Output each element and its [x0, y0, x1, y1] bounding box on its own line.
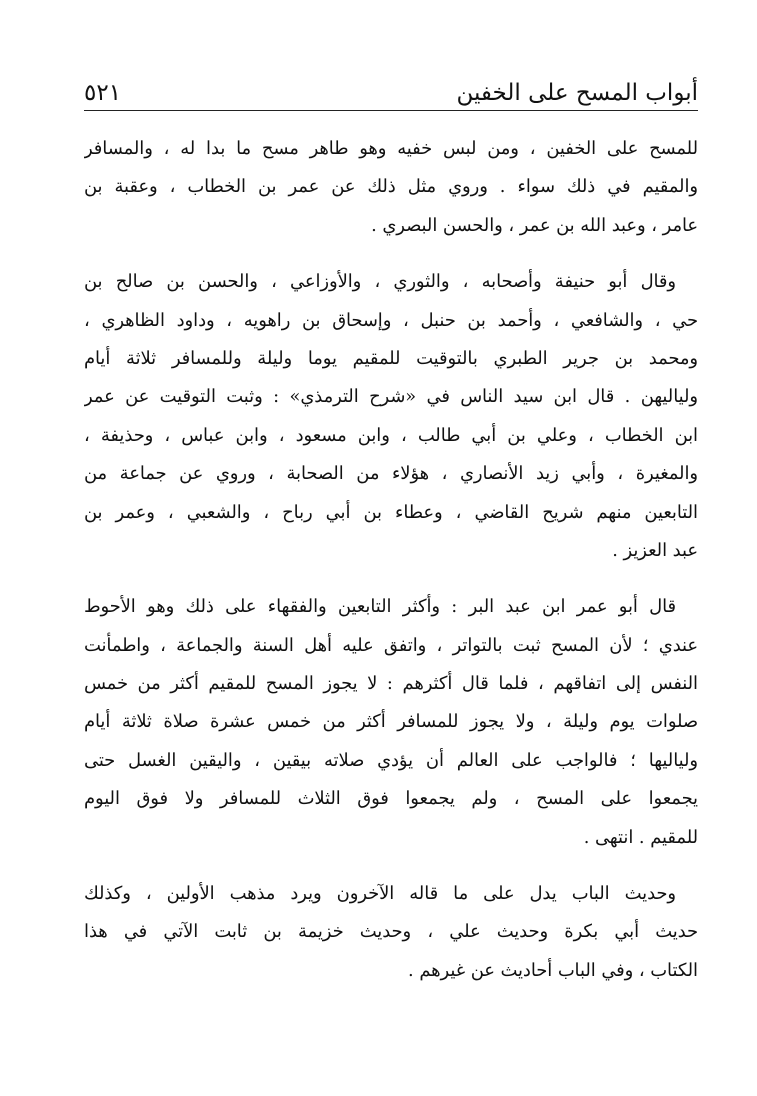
text-line: عندي ؛ لأن المسح ثبت بالتواتر ، واتفق عليه أهل السنة والجماعة ، واطمأنت [84, 634, 698, 656]
header-divider [84, 110, 698, 111]
text-line: والمقيم في ذلك سواء . وروي مثل ذلك عن عمر بن الخطاب ، وعقبة بن [84, 176, 698, 198]
text-line: عبد العزيز . [612, 539, 698, 561]
body-text [84, 130, 698, 990]
text-line: التابعين منهم شريح القاضي ، وعطاء بن أبي رباح ، والشعبي ، وعمر بن [84, 501, 698, 523]
text-line: قال أبو عمر ابن عبد البر : وأكثر التابعين والفقهاء على ذلك وهو الأحوط [84, 596, 676, 618]
text-line: للمقيم . انتهى . [583, 826, 698, 848]
text-line: وحديث الباب يدل على ما قاله الآخرون ويرد مذهب الأولين ، وكذلك [84, 883, 676, 905]
text-line: الكتاب ، وفي الباب أحاديث عن غيرهم . [408, 959, 698, 981]
text-line: النفس إلى اتفاقهم ، فلما قال أكثرهم : لا يجوز المسح للمقيم أكثر من خمس [84, 673, 698, 695]
text-line: وقال أبو حنيفة وأصحابه ، والثوري ، والأوزاعي ، والحسن بن صالح بن [84, 271, 676, 293]
text-line: حي ، والشافعي ، وأحمد بن حنبل ، وإسحاق بن راهويه ، وداود الظاهري ، [84, 309, 698, 331]
paragraph [84, 875, 698, 990]
text-line: والمغيرة ، وأبي زيد الأنصاري ، هؤلاء من الصحابة ، وروي عن جماعة من [84, 463, 698, 485]
text-line: عامر ، وعبد الله بن عمر ، والحسن البصري . [371, 214, 698, 236]
paragraph [84, 130, 698, 245]
text-line: ولياليهن . قال ابن سيد الناس في «شرح الترمذي» : وثبت التوقيت عن عمر [84, 386, 698, 408]
text-line: حديث أبي بكرة وحديث علي ، وحديث خزيمة بن ثابت الآتي في هذا [84, 921, 698, 943]
text-line: صلوات يوم وليلة ، ولا يجوز للمسافر أكثر من خمس عشرة صلاة ثلاثة أيام [84, 711, 698, 733]
text-line: ومحمد بن جرير الطبري بالتوقيت للمقيم يوما وليلة وللمسافر ثلاثة أيام [84, 347, 698, 369]
paragraph-gap [84, 857, 698, 875]
paragraph-gap [84, 245, 698, 263]
running-title: أبواب المسح على الخفين [456, 80, 698, 106]
paragraph [84, 588, 698, 857]
text-line: ابن الخطاب ، وعلي بن أبي طالب ، وابن مسعود ، وابن عباس ، وحذيفة ، [84, 424, 698, 446]
text-line: ولياليها ؛ فالواجب على العالم أن يؤدي صلاته بيقين ، واليقين الغسل حتى [84, 749, 698, 771]
text-line: للمسح على الخفين ، ومن لبس خفيه وهو طاهر مسح ما بدا له ، والمسافر [84, 138, 698, 159]
page-header [84, 72, 698, 108]
paragraph [84, 263, 698, 570]
page-number: ٥٢١ [84, 80, 122, 106]
text-line: يجمعوا على المسح ، ولم يجمعوا فوق الثلاث للمسافر ولا فوق اليوم [84, 788, 698, 810]
paragraph-gap [84, 570, 698, 588]
